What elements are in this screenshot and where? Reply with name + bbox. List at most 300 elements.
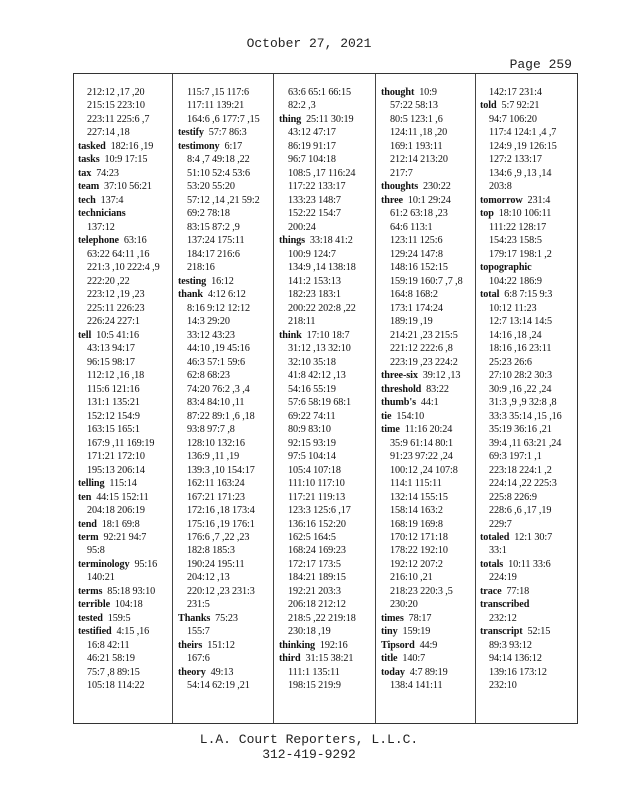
index-entry-continuation bbox=[178, 558, 260, 571]
page-line-refs: 182:23 183:1 bbox=[288, 289, 341, 301]
page-line-refs: 83:4 84:10 ,11 bbox=[187, 397, 245, 409]
index-entry-continuation bbox=[381, 464, 463, 477]
page-line-refs: 230:20 bbox=[390, 599, 418, 611]
page-line-refs: 33:18 41:2 bbox=[309, 235, 353, 247]
index-entry-continuation bbox=[178, 302, 260, 315]
page-line-refs: 148:16 152:15 bbox=[390, 262, 448, 274]
index-word: topographic bbox=[480, 262, 532, 274]
page-line-refs: 95:16 bbox=[134, 558, 158, 570]
index-entry bbox=[78, 598, 160, 611]
page-line-refs: 8:16 9:12 12:12 bbox=[187, 302, 251, 314]
index-entry-continuation bbox=[480, 652, 562, 665]
page-line-refs: 203:8 bbox=[489, 181, 512, 193]
page-line-refs: 133:23 148:7 bbox=[288, 194, 341, 206]
index-word: telling bbox=[78, 478, 105, 490]
index-entry-continuation bbox=[279, 477, 356, 490]
index-word: threshold bbox=[381, 383, 422, 395]
index-entry bbox=[480, 207, 562, 220]
index-entry-continuation bbox=[279, 248, 356, 261]
page-line-refs: 57:12 ,14 ,21 59:2 bbox=[187, 194, 260, 206]
index-word: trace bbox=[480, 585, 502, 597]
index-entry bbox=[78, 140, 160, 153]
index-entry bbox=[381, 180, 463, 193]
index-word: tasked bbox=[78, 140, 106, 152]
page-line-refs: 43:12 47:17 bbox=[288, 127, 336, 139]
index-entry-continuation bbox=[381, 315, 463, 328]
page-line-refs: 190:24 195:11 bbox=[187, 558, 245, 570]
page-line-refs: 223:18 224:1 ,2 bbox=[489, 464, 552, 476]
page-line-refs: 100:12 ,24 107:8 bbox=[390, 464, 458, 476]
page-line-refs: 220:12 ,23 231:3 bbox=[187, 585, 255, 597]
index-entry bbox=[480, 531, 562, 544]
index-entry-continuation bbox=[178, 342, 260, 355]
page-line-refs: 64:6 113:1 bbox=[390, 221, 433, 233]
index-word: tax bbox=[78, 167, 92, 179]
page-line-refs: 221:12 222:6 ,8 bbox=[390, 343, 453, 355]
index-word: tiny bbox=[381, 626, 398, 638]
index-entry-continuation bbox=[381, 477, 463, 490]
index-entry bbox=[480, 288, 562, 301]
index-entry-continuation bbox=[480, 544, 562, 557]
page-line-refs: 218:5 ,22 219:18 bbox=[288, 612, 356, 624]
index-entry-continuation bbox=[78, 126, 160, 139]
index-entry-continuation bbox=[279, 342, 356, 355]
index-word: title bbox=[381, 653, 398, 665]
index-column-2 bbox=[178, 86, 260, 715]
page-line-refs: 154:23 158:5 bbox=[489, 235, 542, 247]
index-entry-continuation bbox=[279, 464, 356, 477]
page-line-refs: 142:17 231:4 bbox=[489, 87, 542, 98]
page-line-refs: 173:1 174:24 bbox=[390, 302, 443, 314]
page-line-refs: 230:18 ,19 bbox=[288, 626, 331, 638]
page-line-refs: 218:16 bbox=[187, 262, 215, 274]
page-line-refs: 134:6 ,9 ,13 ,14 bbox=[489, 167, 552, 179]
page-line-refs: 204:18 206:19 bbox=[87, 505, 145, 517]
page-line-refs: 167:9 ,11 169:19 bbox=[87, 437, 155, 449]
page-line-refs: 54:16 55:19 bbox=[288, 383, 336, 395]
page-line-refs: 115:14 bbox=[109, 478, 137, 490]
page-number: Page 259 bbox=[509, 57, 572, 72]
page-line-refs: 4:15 ,16 bbox=[116, 626, 150, 638]
index-entry-continuation bbox=[178, 86, 260, 99]
index-entry bbox=[381, 423, 463, 436]
index-entry-continuation bbox=[178, 113, 260, 126]
index-entry-continuation bbox=[178, 221, 260, 234]
page-line-refs: 17:10 18:7 bbox=[306, 329, 350, 341]
index-word: time bbox=[381, 424, 400, 436]
page-line-refs: 230:22 bbox=[423, 181, 451, 193]
page-line-refs: 151:12 bbox=[207, 639, 235, 651]
index-entry bbox=[78, 167, 160, 180]
page-line-refs: 140:21 bbox=[87, 572, 115, 584]
index-entry-continuation bbox=[381, 531, 463, 544]
index-word: terminology bbox=[78, 558, 130, 570]
page-line-refs: 11:16 20:24 bbox=[404, 424, 453, 436]
page-line-refs: 225:11 226:23 bbox=[87, 302, 145, 314]
page-line-refs: 93:8 97:7 ,8 bbox=[187, 424, 235, 436]
page-line-refs: 123:11 125:6 bbox=[390, 235, 443, 247]
page-line-refs: 214:21 ,23 215:5 bbox=[390, 329, 458, 341]
index-entry-continuation bbox=[78, 86, 160, 99]
page-line-refs: 74:23 bbox=[96, 167, 119, 179]
page-line-refs: 192:12 207:2 bbox=[390, 558, 443, 570]
page-line-refs: 54:14 62:19 ,21 bbox=[187, 680, 250, 692]
page-line-refs: 44:15 152:11 bbox=[96, 491, 149, 503]
index-entry-continuation bbox=[78, 652, 160, 665]
index-entry-continuation bbox=[381, 598, 463, 611]
index-entry-continuation bbox=[279, 221, 356, 234]
page-line-refs: 189:19 ,19 bbox=[390, 316, 433, 328]
index-entry-continuation bbox=[78, 450, 160, 463]
index-entry-continuation bbox=[78, 396, 160, 409]
page-line-refs: 69:22 74:11 bbox=[288, 410, 336, 422]
page-line-refs: 100:9 124:7 bbox=[288, 248, 336, 260]
index-entry bbox=[279, 234, 356, 247]
index-entry bbox=[480, 598, 562, 611]
page-line-refs: 33:12 43:23 bbox=[187, 329, 235, 341]
page-line-refs: 168:19 169:8 bbox=[390, 518, 443, 530]
page-line-refs: 169:1 193:11 bbox=[390, 140, 443, 152]
page-line-refs: 77:18 bbox=[506, 585, 530, 597]
column-divider bbox=[172, 74, 173, 723]
index-entry-continuation bbox=[480, 437, 562, 450]
page-line-refs: 200:24 bbox=[288, 221, 316, 233]
index-entry-continuation bbox=[178, 450, 260, 463]
index-entry-continuation bbox=[279, 302, 356, 315]
index-entry-continuation bbox=[381, 248, 463, 261]
index-entry-continuation bbox=[178, 369, 260, 382]
column-divider bbox=[375, 74, 376, 723]
index-entry-continuation bbox=[178, 437, 260, 450]
index-entry bbox=[480, 558, 562, 571]
page-line-refs: 162:5 164:5 bbox=[288, 531, 336, 543]
page-line-refs: 35:9 61:14 80:1 bbox=[390, 437, 454, 449]
page-line-refs: 82:2 ,3 bbox=[288, 100, 316, 112]
index-entry-continuation bbox=[381, 342, 463, 355]
index-word: theory bbox=[178, 666, 206, 678]
index-entry bbox=[480, 99, 562, 112]
page-line-refs: 159:19 160:7 ,7 ,8 bbox=[390, 275, 463, 287]
page-line-refs: 155:7 bbox=[187, 626, 210, 638]
index-entry bbox=[78, 234, 160, 247]
index-entry-continuation bbox=[279, 679, 356, 692]
page-line-refs: 35:19 36:16 ,21 bbox=[489, 424, 552, 436]
index-entry-continuation bbox=[78, 356, 160, 369]
page-line-refs: 96:7 104:18 bbox=[288, 154, 336, 166]
page-line-refs: 89:3 93:12 bbox=[489, 639, 532, 651]
page-line-refs: 175:16 ,19 176:1 bbox=[187, 518, 255, 530]
index-entry-continuation bbox=[78, 679, 160, 692]
index-entry-continuation bbox=[178, 679, 260, 692]
index-entry-continuation bbox=[480, 315, 562, 328]
index-word: terms bbox=[78, 585, 103, 597]
index-entry-continuation bbox=[480, 356, 562, 369]
index-entry-continuation bbox=[178, 180, 260, 193]
page-line-refs: 63:6 65:1 66:15 bbox=[288, 87, 352, 98]
page-line-refs: 97:5 104:14 bbox=[288, 451, 336, 463]
page-line-refs: 92:15 93:19 bbox=[288, 437, 336, 449]
page-line-refs: 159:19 bbox=[402, 626, 431, 638]
index-entry-continuation bbox=[381, 207, 463, 220]
index-entry bbox=[78, 531, 160, 544]
index-entry-continuation bbox=[279, 558, 356, 571]
page-line-refs: 139:3 ,10 154:17 bbox=[187, 464, 255, 476]
index-word: tested bbox=[78, 612, 103, 624]
index-entry bbox=[279, 639, 356, 652]
page-line-refs: 43:13 94:17 bbox=[87, 343, 135, 355]
page-line-refs: 134:9 ,14 138:18 bbox=[288, 262, 356, 274]
page-line-refs: 204:12 ,13 bbox=[187, 572, 230, 584]
index-entry-continuation bbox=[381, 571, 463, 584]
page-line-refs: 63:22 64:11 ,16 bbox=[87, 248, 150, 260]
page-line-refs: 49:13 bbox=[210, 666, 234, 678]
index-entry-continuation bbox=[279, 369, 356, 382]
page-line-refs: 158:14 163:2 bbox=[390, 505, 443, 517]
page-line-refs: 6:17 bbox=[224, 140, 243, 152]
page-line-refs: 30:9 ,16 ,22 ,24 bbox=[489, 383, 552, 395]
index-entry-continuation bbox=[279, 544, 356, 557]
index-word: three bbox=[381, 194, 403, 206]
index-entry-continuation bbox=[178, 383, 260, 396]
index-word: thank bbox=[178, 289, 203, 301]
page-line-refs: 192:16 bbox=[319, 639, 348, 651]
index-entry-continuation bbox=[178, 544, 260, 557]
index-entry-continuation bbox=[279, 625, 356, 638]
index-entry-continuation bbox=[279, 585, 356, 598]
page-line-refs: 222:20 ,22 bbox=[87, 275, 130, 287]
index-entry-continuation bbox=[480, 464, 562, 477]
index-column-5 bbox=[480, 86, 562, 715]
page-line-refs: 74:20 76:2 ,3 ,4 bbox=[187, 383, 250, 395]
index-entry-continuation bbox=[178, 167, 260, 180]
index-entry-continuation bbox=[480, 477, 562, 490]
index-entry-continuation bbox=[279, 423, 356, 436]
index-entry bbox=[279, 113, 356, 126]
index-entry-continuation bbox=[279, 531, 356, 544]
index-entry bbox=[381, 194, 463, 207]
page-line-refs: 172:17 173:5 bbox=[288, 558, 341, 570]
index-entry bbox=[178, 666, 260, 679]
page-line-refs: 85:18 93:10 bbox=[107, 585, 156, 597]
page-line-refs: 117:4 124:1 ,4 ,7 bbox=[489, 127, 557, 139]
page-line-refs: 96:15 98:17 bbox=[87, 356, 135, 368]
page-line-refs: 57:22 58:13 bbox=[390, 100, 438, 112]
index-entry bbox=[78, 612, 160, 625]
page-line-refs: 4:12 6:12 bbox=[207, 289, 246, 301]
page-line-refs: 27:10 28:2 30:3 bbox=[489, 370, 553, 382]
page-line-refs: 136:9 ,11 ,19 bbox=[187, 451, 240, 463]
index-entry-continuation bbox=[178, 423, 260, 436]
index-entry-continuation bbox=[78, 437, 160, 450]
index-entry-continuation bbox=[381, 504, 463, 517]
index-word: testimony bbox=[178, 140, 220, 152]
index-entry-continuation bbox=[279, 99, 356, 112]
page-line-refs: 184:21 189:15 bbox=[288, 572, 346, 584]
index-entry-continuation bbox=[480, 167, 562, 180]
index-entry-continuation bbox=[480, 221, 562, 234]
index-entry-continuation bbox=[178, 234, 260, 247]
page-line-refs: 10:5 41:16 bbox=[96, 329, 139, 341]
index-word: totals bbox=[480, 558, 504, 570]
page-line-refs: 164:8 168:2 bbox=[390, 289, 438, 301]
index-entry-continuation bbox=[178, 518, 260, 531]
page-line-refs: 216:10 ,21 bbox=[390, 572, 433, 584]
index-word: total bbox=[480, 289, 500, 301]
index-entry-continuation bbox=[178, 625, 260, 638]
index-entry bbox=[78, 180, 160, 193]
index-entry-continuation bbox=[279, 571, 356, 584]
index-entry-continuation bbox=[78, 113, 160, 126]
page-line-refs: 12:7 13:14 14:5 bbox=[489, 316, 553, 328]
index-entry-continuation bbox=[381, 167, 463, 180]
page-line-refs: 104:18 bbox=[114, 599, 143, 611]
page-line-refs: 164:6 ,6 177:7 ,15 bbox=[187, 113, 260, 125]
index-entry-continuation bbox=[178, 315, 260, 328]
index-word: thinking bbox=[279, 639, 316, 651]
page-line-refs: 140:7 bbox=[402, 653, 426, 665]
index-entry bbox=[381, 652, 463, 665]
index-word: technicians bbox=[78, 208, 126, 220]
index-entry bbox=[78, 194, 160, 207]
page-line-refs: 69:2 78:18 bbox=[187, 208, 230, 220]
index-entry-continuation bbox=[480, 126, 562, 139]
page-line-refs: 111:22 128:17 bbox=[489, 221, 547, 233]
index-entry-continuation bbox=[480, 639, 562, 652]
page-line-refs: 87:22 89:1 ,6 ,18 bbox=[187, 410, 255, 422]
page-line-refs: 57:6 58:19 68:1 bbox=[288, 397, 352, 409]
index-entry-continuation bbox=[381, 329, 463, 342]
index-entry-continuation bbox=[178, 396, 260, 409]
index-entry-continuation bbox=[381, 99, 463, 112]
page-line-refs: 152:22 154:7 bbox=[288, 208, 341, 220]
index-word: transcribed bbox=[480, 599, 530, 611]
index-word: testified bbox=[78, 626, 112, 638]
index-entry-continuation bbox=[381, 491, 463, 504]
page-line-refs: 39:4 ,11 63:21 ,24 bbox=[489, 437, 562, 449]
page-line-refs: 200:22 202:8 ,22 bbox=[288, 302, 356, 314]
index-word: term bbox=[78, 531, 99, 543]
page-line-refs: 33:3 35:14 ,15 ,16 bbox=[489, 410, 562, 422]
page-line-refs: 224:19 bbox=[489, 572, 517, 584]
index-entry-continuation bbox=[279, 86, 356, 99]
index-entry-continuation bbox=[78, 464, 160, 477]
index-entry-continuation bbox=[480, 140, 562, 153]
page-line-refs: 14:3 29:20 bbox=[187, 316, 230, 328]
page-line-refs: 112:12 ,16 ,18 bbox=[87, 370, 145, 382]
page-line-refs: 114:1 115:11 bbox=[390, 478, 442, 490]
page-date: October 27, 2021 bbox=[246, 36, 372, 51]
index-word: ten bbox=[78, 491, 92, 503]
index-entry bbox=[480, 194, 562, 207]
page-line-refs: 228:6 ,6 ,17 ,19 bbox=[489, 505, 552, 517]
index-entry-continuation bbox=[78, 383, 160, 396]
index-entry-continuation bbox=[480, 396, 562, 409]
index-word: testify bbox=[178, 127, 204, 139]
page-line-refs: 78:17 bbox=[408, 612, 432, 624]
index-entry-continuation bbox=[78, 248, 160, 261]
page-line-refs: 171:21 172:10 bbox=[87, 451, 145, 463]
index-entry-continuation bbox=[279, 383, 356, 396]
index-entry-continuation bbox=[279, 396, 356, 409]
index-entry-continuation bbox=[78, 369, 160, 382]
footer-company: L.A. Court Reporters, L.L.C. bbox=[199, 732, 419, 747]
page-line-refs: 83:15 87:2 ,9 bbox=[187, 221, 240, 233]
index-entry-continuation bbox=[381, 437, 463, 450]
index-entry-continuation bbox=[480, 450, 562, 463]
page-line-refs: 33:1 bbox=[489, 545, 507, 557]
index-entry bbox=[178, 275, 260, 288]
page-line-refs: 167:21 171:23 bbox=[187, 491, 245, 503]
index-entry-continuation bbox=[381, 140, 463, 153]
page-line-refs: 221:3 ,10 222:4 ,9 bbox=[87, 262, 160, 274]
page-line-refs: 80:5 123:1 ,6 bbox=[390, 113, 443, 125]
index-entry-continuation bbox=[381, 518, 463, 531]
index-entry-continuation bbox=[381, 356, 463, 369]
page-line-refs: 10:11 33:6 bbox=[508, 558, 551, 570]
index-entry-continuation bbox=[480, 180, 562, 193]
index-entry-continuation bbox=[480, 302, 562, 315]
page-line-refs: 154:10 bbox=[396, 410, 425, 422]
page-line-refs: 69:3 197:1 ,1 bbox=[489, 451, 542, 463]
index-entry-continuation bbox=[279, 180, 356, 193]
index-entry-continuation bbox=[480, 275, 562, 288]
page-line-refs: 159:5 bbox=[107, 612, 131, 624]
page-line-refs: 124:9 ,19 126:15 bbox=[489, 140, 557, 152]
page-line-refs: 123:3 125:6 ,17 bbox=[288, 505, 351, 517]
index-entry-continuation bbox=[381, 275, 463, 288]
index-word: tasks bbox=[78, 154, 100, 166]
page-line-refs: 16:8 42:11 bbox=[87, 639, 130, 651]
page-line-refs: 75:23 bbox=[215, 612, 238, 624]
index-word: Tipsord bbox=[381, 639, 415, 651]
index-entry-continuation bbox=[178, 329, 260, 342]
index-entry-continuation bbox=[178, 504, 260, 517]
page-line-refs: 168:24 169:23 bbox=[288, 545, 346, 557]
index-entry-continuation bbox=[381, 221, 463, 234]
page-line-refs: 86:19 91:17 bbox=[288, 140, 336, 152]
index-entry bbox=[381, 369, 463, 382]
page-line-refs: 10:9 17:15 bbox=[104, 154, 148, 166]
index-entry-continuation bbox=[78, 423, 160, 436]
page-line-refs: 32:10 35:18 bbox=[288, 356, 336, 368]
index-entry bbox=[480, 625, 562, 638]
index-entry-continuation bbox=[480, 329, 562, 342]
index-entry-continuation bbox=[78, 315, 160, 328]
page-line-refs: 111:1 135:11 bbox=[288, 666, 340, 678]
index-word: told bbox=[480, 100, 497, 112]
page-line-refs: 217:7 bbox=[390, 167, 413, 179]
page-line-refs: 8:4 ,7 49:18 ,22 bbox=[187, 154, 250, 166]
footer-phone: 312-419-9292 bbox=[262, 747, 356, 762]
index-entry-continuation bbox=[78, 571, 160, 584]
index-entry-continuation bbox=[279, 288, 356, 301]
index-entry bbox=[178, 126, 260, 139]
page-line-refs: 218:11 bbox=[288, 316, 316, 328]
index-entry bbox=[381, 612, 463, 625]
page-line-refs: 182:8 185:3 bbox=[187, 545, 235, 557]
index-entry-continuation bbox=[178, 356, 260, 369]
index-entry-continuation bbox=[480, 491, 562, 504]
index-word: tend bbox=[78, 518, 97, 530]
page-line-refs: 141:2 153:13 bbox=[288, 275, 341, 287]
index-entry-continuation bbox=[480, 86, 562, 99]
index-entry-continuation bbox=[480, 612, 562, 625]
index-word: terrible bbox=[78, 599, 111, 611]
index-entry-continuation bbox=[480, 153, 562, 166]
page-line-refs: 18:16 ,16 23:11 bbox=[489, 343, 552, 355]
page-line-refs: 63:16 bbox=[123, 235, 147, 247]
index-word: thing bbox=[279, 113, 302, 125]
